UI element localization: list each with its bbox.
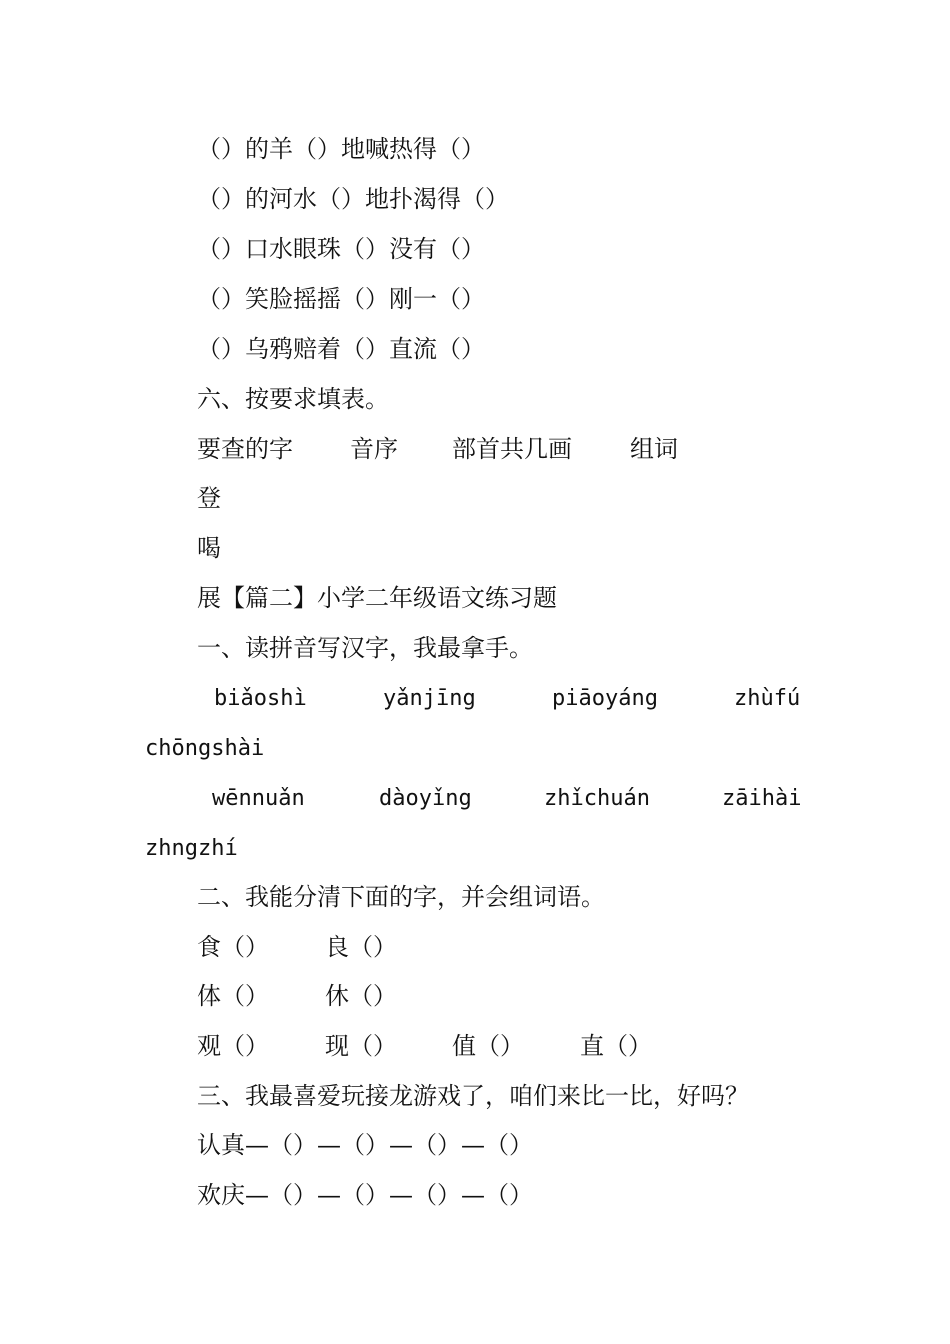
pinyin-item: wēnnuǎn — [212, 786, 305, 811]
table-header: 要查的字 — [197, 435, 293, 463]
pinyin-item: zhngzhí — [145, 836, 238, 861]
question-title: 三、我最喜爱玩接龙游戏了，咱们来比一比，好吗？ — [197, 1082, 749, 1110]
question-title: 二、我能分清下面的字，并会组词语。 — [197, 883, 605, 911]
text-line: （）的羊（）地喊热得（） — [197, 135, 485, 163]
text-line: （）笑脸摇摇（）刚一（） — [197, 285, 485, 313]
word-chain: 欢庆—（）—（）—（）—（） — [197, 1181, 533, 1209]
word-item: 直（） — [580, 1032, 652, 1060]
pinyin-item: dàoyǐng — [379, 786, 472, 811]
text-line: （）的河水（）地扑渴得（） — [197, 185, 509, 213]
table-header: 部首共几画 — [452, 435, 572, 463]
word-item: 食（） — [197, 933, 269, 961]
section-heading: 六、按要求填表。 — [197, 385, 389, 413]
table-header: 音序 — [350, 435, 398, 463]
word-item: 值（） — [452, 1032, 524, 1060]
pinyin-item: zhǐchuán — [544, 786, 650, 811]
pinyin-item: chōngshài — [145, 736, 265, 761]
pinyin-item: biǎoshì — [214, 686, 307, 711]
word-item: 观（） — [197, 1032, 269, 1060]
word-item: 良（） — [325, 933, 397, 961]
pinyin-item: zhùfú — [734, 686, 801, 711]
word-item: 休（） — [325, 982, 397, 1010]
table-row: 展 — [197, 584, 221, 612]
table-header: 组词 — [630, 435, 678, 463]
question-title: 一、读拼音写汉字，我最拿手。 — [197, 634, 533, 662]
word-item: 体（） — [197, 982, 269, 1010]
table-row: 喝 — [197, 534, 221, 562]
word-item: 现（） — [325, 1032, 397, 1060]
table-row: 登 — [197, 484, 221, 512]
text-line: （）口水眼珠（）没有（） — [197, 235, 485, 263]
section-title: 【篇二】小学二年级语文练习题 — [221, 584, 557, 612]
word-chain: 认真—（）—（）—（）—（） — [197, 1131, 533, 1159]
text-line: （）乌鸦赔着（）直流（） — [197, 335, 485, 363]
pinyin-item: zāihài — [722, 786, 802, 811]
pinyin-item: yǎnjīng — [383, 686, 476, 711]
pinyin-item: piāoyáng — [552, 686, 658, 711]
